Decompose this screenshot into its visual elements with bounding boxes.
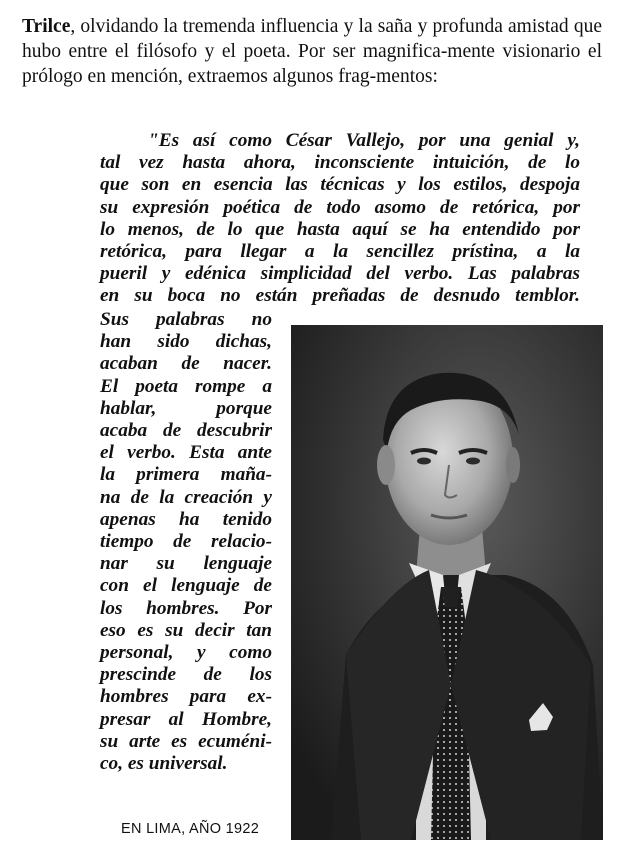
quote-col-line: la primera maña- <box>100 464 272 486</box>
quote-line: en su boca no están preñadas de desnudo temblor. <box>100 285 580 307</box>
quote-col-line: con el lenguaje de <box>100 575 272 597</box>
quote-block-top <box>100 130 580 308</box>
quote-col-line: el verbo. Esta ante <box>100 442 272 464</box>
quote-col-line: prescinde de los <box>100 664 272 686</box>
quote-line: su expresión poética de todo asomo de retórica, por <box>100 196 580 218</box>
intro-paragraph <box>22 14 602 89</box>
quote-col-line: acaban de nacer. <box>100 353 272 375</box>
quote-col-line: na de la creación y <box>100 486 272 508</box>
quote-line: lo menos, de lo que hasta aquí se ha entendido por <box>100 218 580 240</box>
quote-col-line: acaba de descubrir <box>100 420 272 442</box>
quote-line: que son en esencia las técnicas y los estilos, despoja <box>100 174 580 196</box>
portrait-photo <box>291 325 603 840</box>
intro-lead-title: Trilce <box>22 16 71 37</box>
quote-col-line: El poeta rompe a <box>100 375 272 397</box>
quote-col-line: co, es universal. <box>100 753 228 775</box>
quote-col-line: Sus palabras no <box>100 309 272 330</box>
quote-line: retórica, para llegar a la sencillez prístina, a la <box>100 241 580 263</box>
quote-col-line: apenas ha tenido <box>100 508 272 530</box>
quote-col-line: presar al Hombre, <box>100 708 272 730</box>
quote-col-line: eso es su decir tan <box>100 619 272 641</box>
quote-col-line: tiempo de relacio- <box>100 531 272 553</box>
photo-caption: EN LIMA, AÑO 1922 <box>121 821 260 837</box>
quote-col-line: los hombres. Por <box>100 597 272 619</box>
quote-line: "Es así como César Vallejo, por una genial y, <box>148 130 580 151</box>
quote-col-line: nar su lenguaje <box>100 553 272 575</box>
quote-col-line: su arte es ecuméni- <box>100 730 272 752</box>
intro-text: , olvidando la tremenda influencia y la saña y profunda amistad que hubo entre el filósofo y el poeta. Por ser magnifica-mente visionario el prólogo en mención, extraemos algunos frag-mentos: <box>22 16 602 87</box>
quote-col-line: personal, y como <box>100 642 272 664</box>
quote-line: tal vez hasta ahora, inconsciente intuición, de lo <box>100 152 580 174</box>
quote-block-column <box>100 309 272 775</box>
quote-col-line: hombres para ex- <box>100 686 272 708</box>
quote-col-line: hablar, porque <box>100 397 272 419</box>
quote-line: pueril y edénica simplicidad del verbo. Las palabras <box>100 263 580 285</box>
quote-col-line: han sido dichas, <box>100 331 272 353</box>
portrait-illustration <box>291 325 603 840</box>
